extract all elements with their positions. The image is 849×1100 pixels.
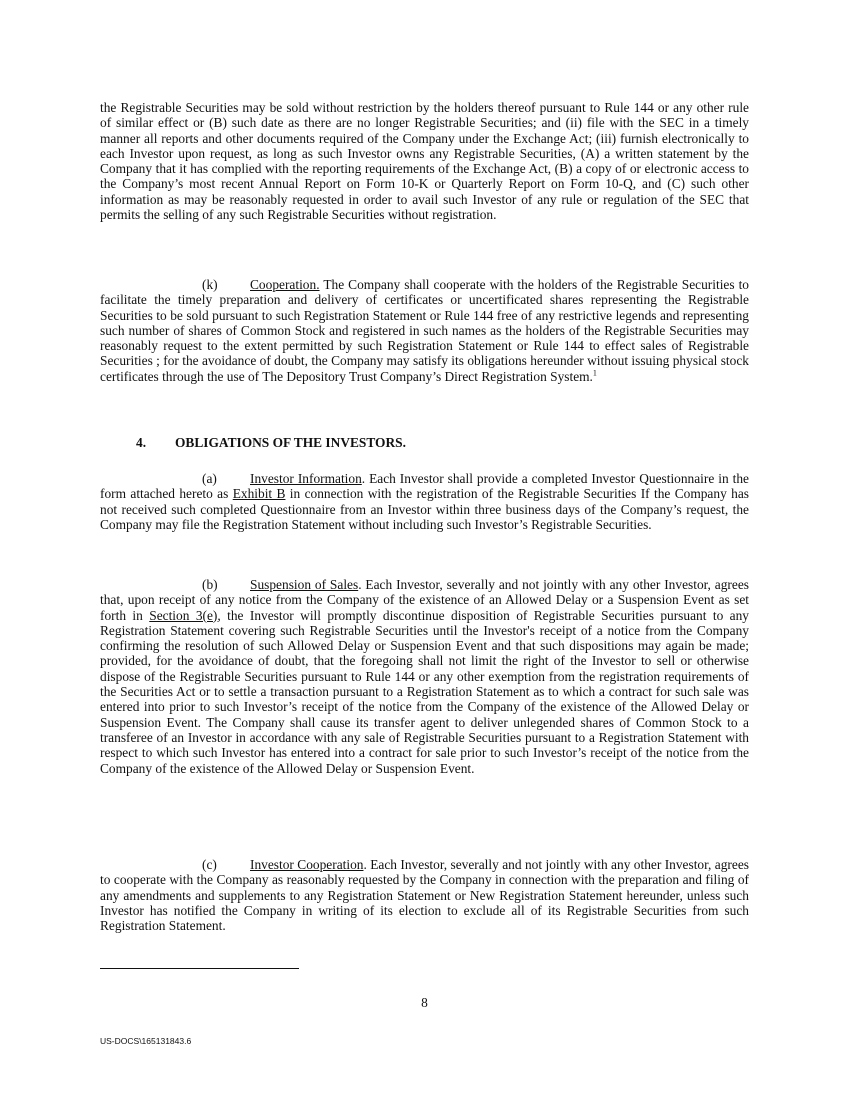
paragraph-text: . Each Investor shall provide a completed Investor Questionnaire in the form attached hereto as bbox=[100, 471, 749, 502]
paragraph-text: the Registrable Securities may be sold without restriction by the holders thereof pursuant to Rule 144 or any other rule of similar effect or (B) such date as there are no longer Registrable Securities; and (ii) file with the SEC in a timely manner all reports and other documents required of the Company under the Exchange Act; (iii) furnish electronically to each Investor upon request, as long as such Investor owns any Registrable Securities, (A) a written statement by the Company that it has complied with the reporting requirements of the Exchange Act, (B) a copy of or electronic access to the Company’s most recent Annual Report on Form 10-K or Quarterly Report on Form 10-Q, and (C) such other information as may be reasonably requested in order to avail such Investor of any rule or regulation of the SEC that permits the selling of any such Registrable Securities without registration. bbox=[100, 100, 749, 223]
paragraph-b-suspension-of-sales bbox=[100, 577, 749, 776]
document-id: US-DOCS\165131843.6 bbox=[100, 1036, 192, 1046]
footnote-separator bbox=[100, 968, 299, 969]
clause-title: Investor Information bbox=[250, 471, 362, 486]
paragraph-a-investor-information bbox=[100, 471, 749, 532]
section-number: 4. bbox=[136, 435, 147, 450]
section-reference: Section 3(e) bbox=[149, 607, 218, 623]
paragraph-c-investor-cooperation bbox=[100, 857, 749, 933]
clause-label: (b) bbox=[202, 577, 218, 592]
clause-label: (c) bbox=[202, 857, 217, 872]
section-heading bbox=[136, 435, 406, 450]
paragraph-continuation bbox=[100, 100, 749, 222]
paragraph-text: . Each Investor, severally and not jointly with any other Investor, agrees that, upon receipt of any notice from the Company of the existence of an Allowed Delay or a Suspension Event as set forth in bbox=[100, 577, 749, 623]
clause-label: (a) bbox=[202, 471, 217, 486]
paragraph-text: , the Investor will promptly discontinue disposition of Registrable Securities pursuant to any Registration Statement covering such Registrable Securities until the Investor's receipt of a notice from the Company confirming the resolution of such Allowed Delay or Suspension Event and that such dispositions may again be made; provided, for the avoidance of doubt, that the foregoing shall not limit the right of the Investor to sell or otherwise dispose of the Registrable Securities pursuant to Rule 144 or any other exemption from the registration requirements of the Securities Act or to settle a transaction pursuant to a Registration Statement as to which a contract for such sale was entered into prior to such Investor’s receipt of the notice from the Company of the existence of the Allowed Delay or Suspension Event. The Company shall cause its transfer agent to deliver unlegended shares of Common Stock to a transferee of an Investor in accordance with any sale of Registrable Securities pursuant to a Registration Statement with respect to which such Investor has entered into a contract for sale prior to such Investor’s receipt of the notice from the Company of the existence of the Allowed Delay or Suspension Event. bbox=[100, 607, 749, 776]
section-title: OBLIGATIONS OF THE INVESTORS. bbox=[175, 435, 406, 450]
footnote-reference: 1 bbox=[592, 368, 597, 378]
paragraph-text: The Company shall cooperate with the holders of the Registrable Securities to facilitate the timely preparation and delivery of certificates or uncertificated shares representing the Registrable Securities to be sold pursuant to such Registration Statement or Rule 144 free of any restrictive legends and representing such number of shares of Common Stock and registered in such names as the holders of the Registrable Securities may reasonably request to the extent permitted by such Registration Statement or Rule 144 to effect sales of Registrable Securities ; for the avoidance of doubt, the Company may satisfy its obligations hereunder without issuing physical stock certificates through the use of The Depository Trust Company’s Direct Registration System. bbox=[100, 277, 749, 384]
clause-title: Suspension of Sales bbox=[250, 577, 359, 592]
paragraph-text: . Each Investor, severally and not jointly with any other Investor, agrees to cooperate with the Company as reasonably requested by the Company in connection with the preparation and filing of any amendments and supplements to any Registration Statement or New Registration Statement hereunder, unless such Investor has notified the Company in writing of its election to exclude all of its Registrable Securities from such Registration Statement. bbox=[100, 857, 749, 934]
clause-label: (k) bbox=[202, 277, 218, 292]
clause-title: Investor Cooperation bbox=[250, 857, 364, 872]
paragraph-k-cooperation bbox=[100, 277, 749, 384]
page-number: 8 bbox=[421, 995, 428, 1010]
exhibit-reference: Exhibit B bbox=[232, 486, 286, 502]
paragraph-text: in connection with the registration of the Registrable Securities If the Company has not received such completed Questionnaire from an Investor within three business days of the Company’s request, the Company may file the Registration Statement without including such Investor’s Registrable Securities. bbox=[100, 486, 749, 532]
clause-title: Cooperation. bbox=[250, 277, 320, 292]
